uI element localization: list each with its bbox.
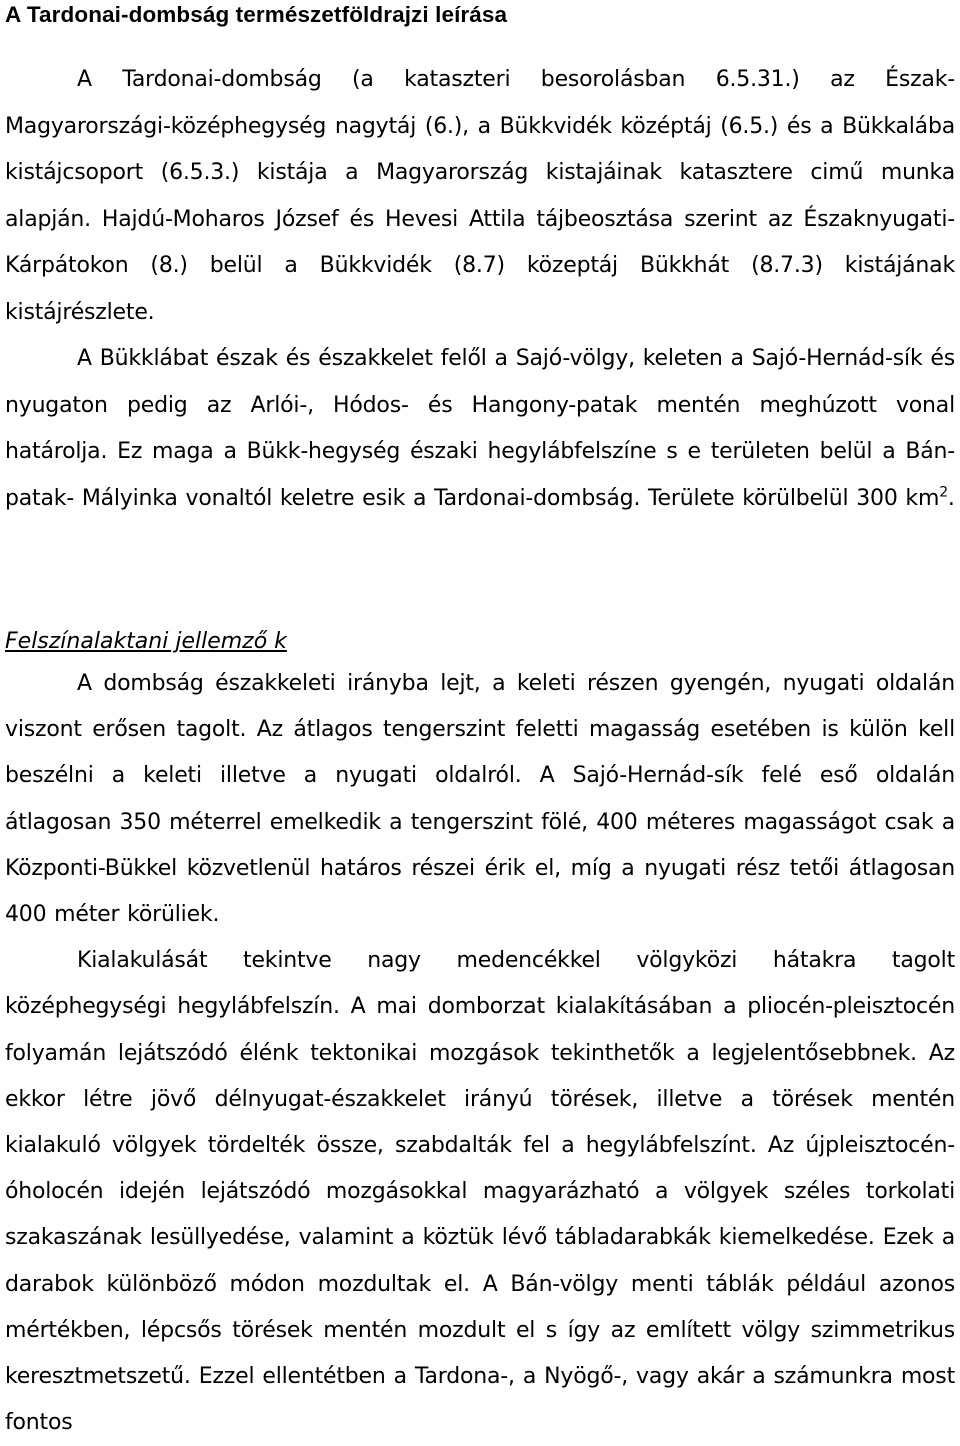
area-unit-superscript: 2 xyxy=(939,484,948,501)
section-heading: Felszínalaktani jellemző k xyxy=(5,629,287,654)
document-title: A Tardonai-dombság természetföldrajzi leírása xyxy=(5,2,508,27)
paragraph-relief: A dombság északkeleti irányba lejt, a keleti részen gyengén, nyugati oldalán viszont erősen tagolt. Az átlagos tengerszint feletti magasság esetében is külön kell beszélni a keleti illetve a nyugati oldalról. A Sajó-Hernád-sík felé eső oldalán átlagosan 350 méterrel emelkedik a tengerszint fölé, 400 méteres magasságot csak a Központi-Bükkel közvetlenül határos részei érik el, míg a nyugati rész tetői átlagosan 400 méter körüliek. xyxy=(5,671,955,928)
document-page xyxy=(5,0,955,1436)
paragraph-boundaries-end: . xyxy=(947,485,955,511)
paragraph-formation: Kialakulását tekintve nagy medencékkel völgyközi hátakra tagolt középhegységi hegylábfelszín. A mai domborzat kialakításában a pliocén-pleisztocén folyamán lejátszódó élénk tektonikai mozgások tekinthetők a legjelentősebbnek. Az ekkor létre jövő délnyugat-északkelet irányú törések, illetve a törések mentén kialakuló völgyek tördelték össze, szabdalták fel a hegylábfelszínt. Az újpleisztocén-óholocén idején lejátszódó mozgásokkal magyarázható a völgyek széles torkolati szakaszának lesüllyedése, valamint a köztük lévő tábladarabkák kiemelkedése. Ezek a darabok különböző módon mozdultak el. A Bán-völgy menti táblák például azonos mértékben, lépcsős törések mentén mozdult el s így az említett völgy szimmetrikus keresztmetszetű. Ezzel ellentétben a Tardona-, a Nyögő-, vagy akár a számunkra most fontos xyxy=(5,948,955,1436)
paragraph-classification: A Tardonai-dombság (a kataszteri besorolásban 6.5.31.) az Észak-Magyarországi-középhegység nagytáj (6.), a Bükkvidék középtáj (6.5.) és a Bükkalába kistájcsoport (6.5.3.) kistája a Magyarország kistajáinak katasztere cimű munka alapján. Hajdú-Moharos József és Hevesi Attila tájbeosztása szerint az Északnyugati-Kárpátokon (8.) belül a Bükkvidék (8.7) közeptáj Bükkhát (8.7.3) kistájának kistájrészlete. xyxy=(5,67,955,325)
paragraph-boundaries xyxy=(5,336,955,522)
morphology-section xyxy=(5,661,955,1446)
intro-section xyxy=(5,57,955,522)
paragraph-boundaries-text: A Bükklábat észak és északkelet felől a Sajó-völgy, keleten a Sajó-Hernád-sík és nyugaton pedig az Arlói-, Hódos- és Hangony-patak mentén meghúzott vonal határolja. Ez maga a Bükk-hegység északi hegylábfelszíne s e területen belül a Bán-patak- Mályinka vonaltól keletre esik a Tardonai-dombság. Területe körülbelül 300 km xyxy=(5,346,955,511)
